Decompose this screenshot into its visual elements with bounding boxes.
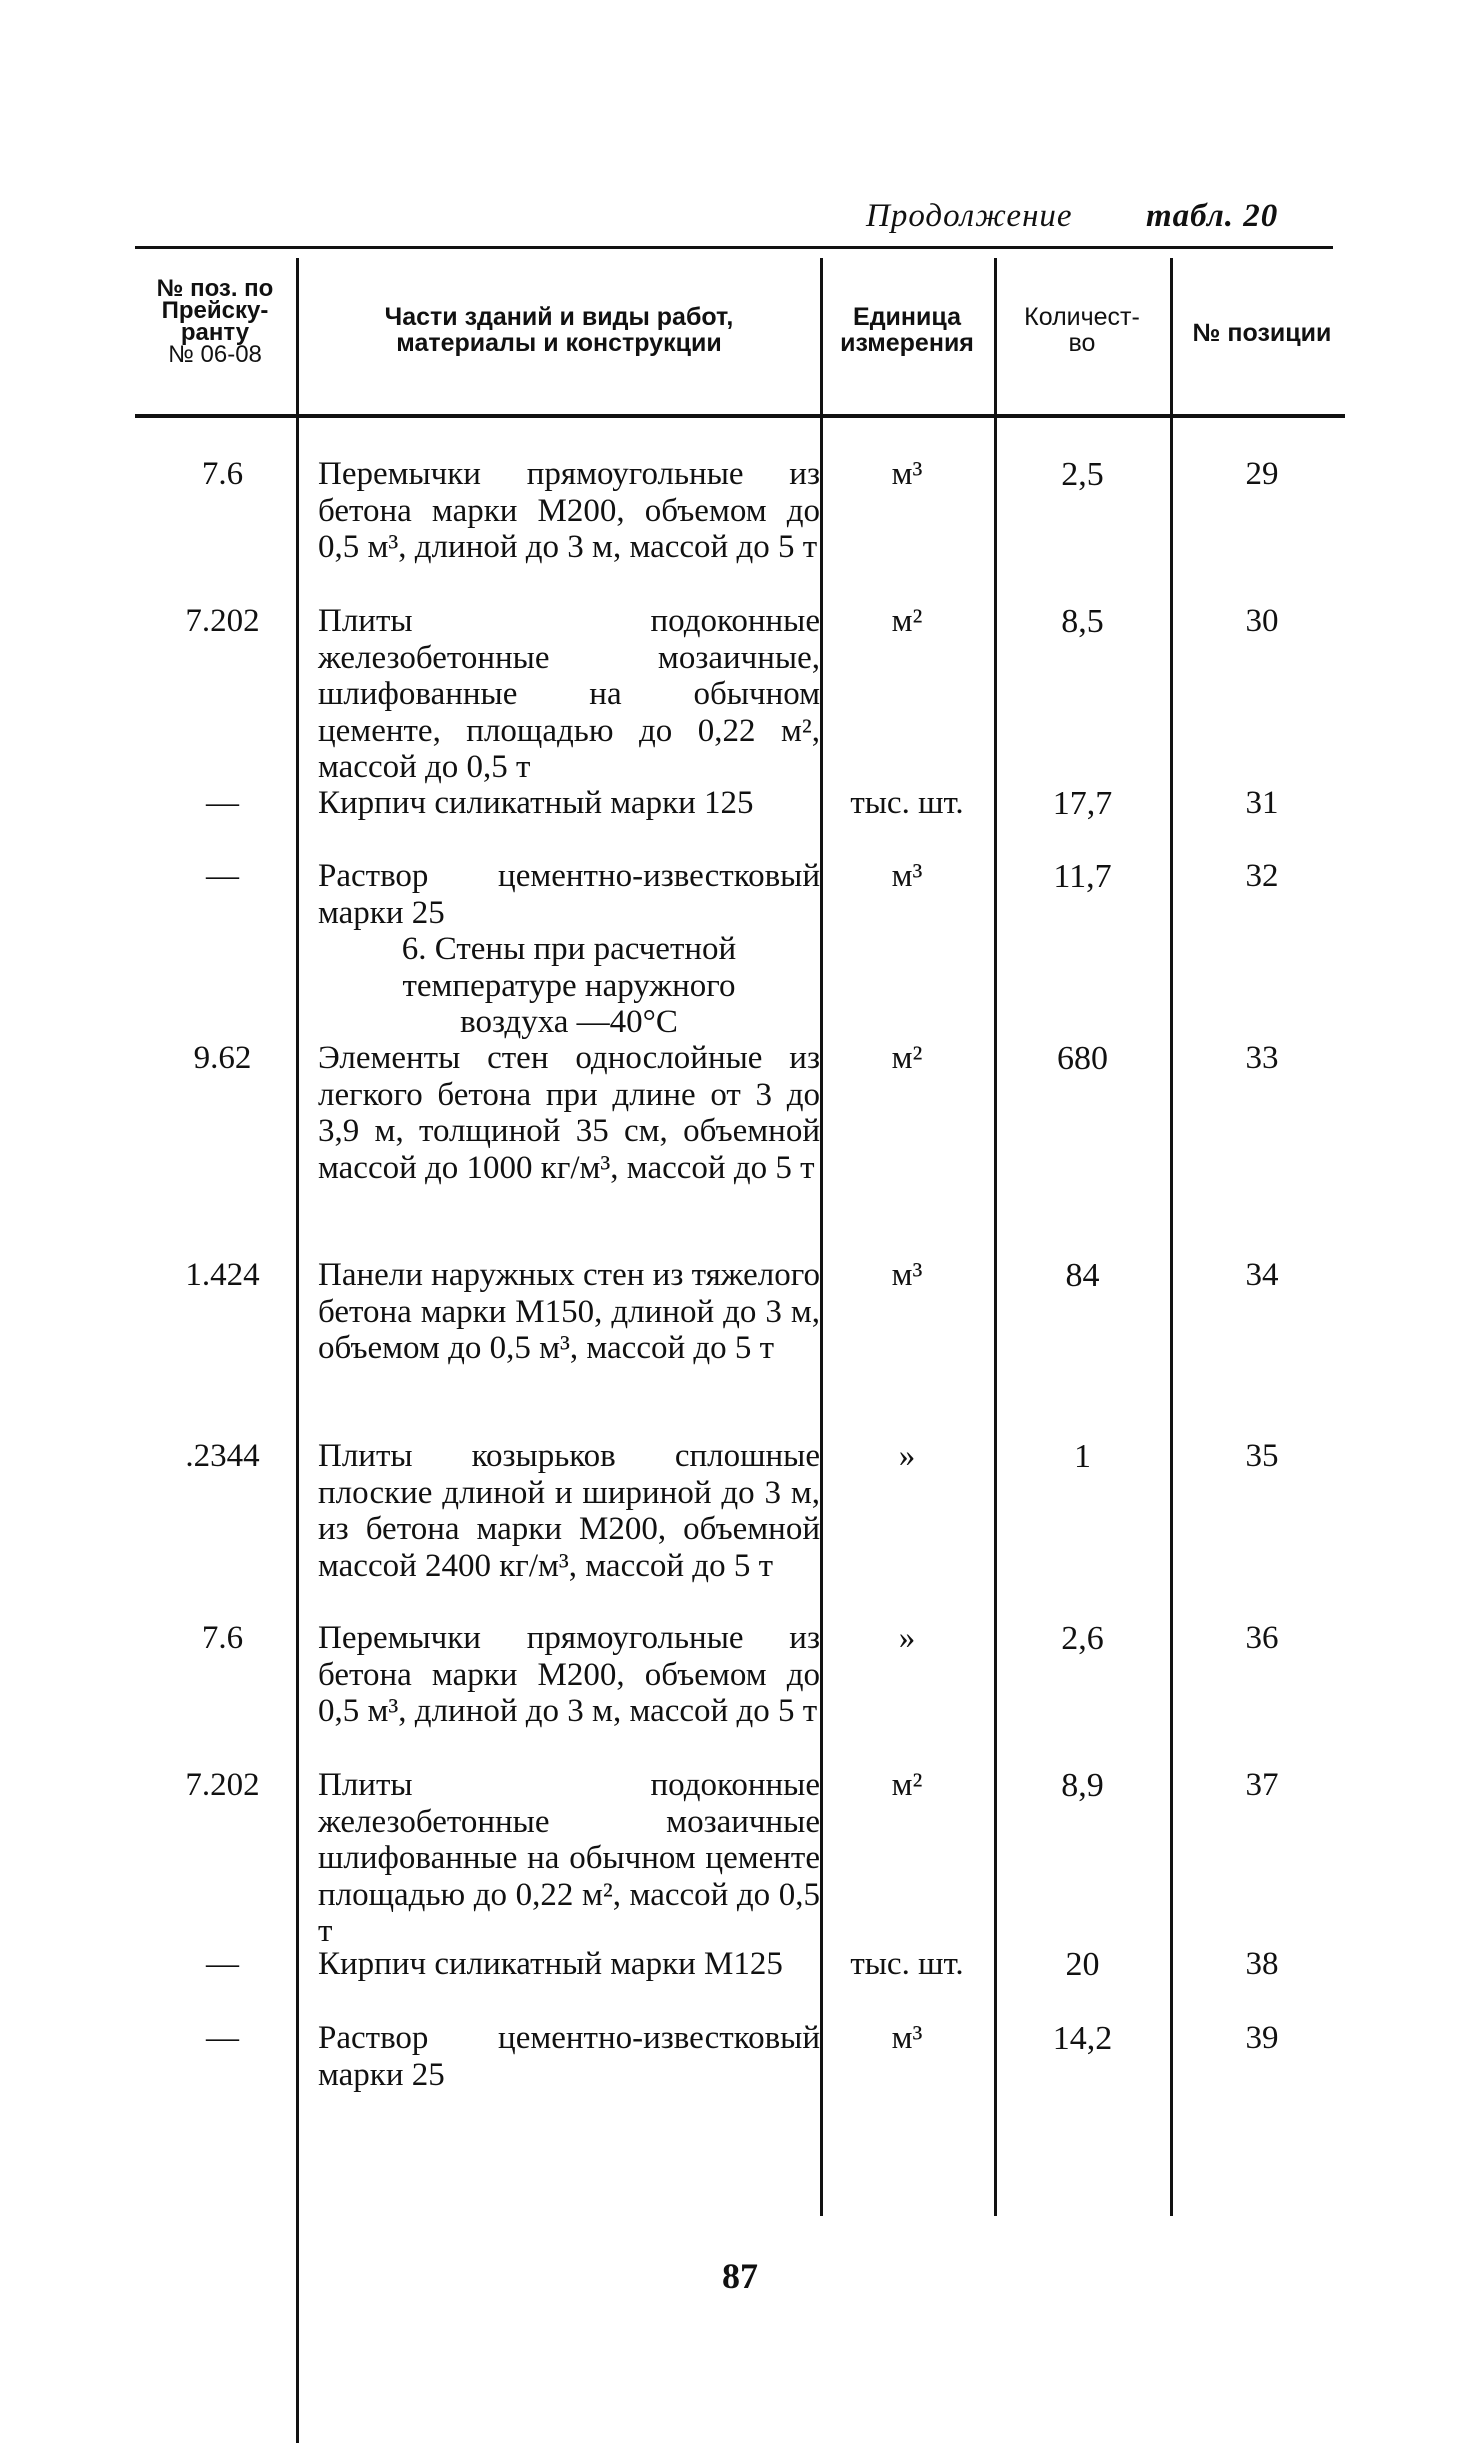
row-pos: 1.424 — [185, 1257, 260, 1293]
row-position-number: 37 — [1245, 1767, 1279, 1803]
row-position-number: 39 — [1245, 2020, 1279, 2056]
row-position-number: 30 — [1245, 603, 1279, 639]
table-reference: табл. 20 — [1146, 198, 1279, 234]
row-pos: — — [206, 2020, 239, 2056]
row-description: Кирпич силикатный марки М125 — [318, 1946, 783, 1982]
row-pos: 7.6 — [201, 456, 244, 492]
row-description: Перемычки прямоугольные из бетона марки М200, объемом до 0,5 м³, длиной до 3 м, массой до 5 т — [318, 1620, 820, 1730]
row-pos: — — [206, 785, 239, 821]
row-position-number: 34 — [1245, 1257, 1279, 1293]
row-quantity: 20 — [1065, 1946, 1100, 1983]
row-quantity: 2,5 — [1061, 456, 1104, 493]
row-quantity: 680 — [1057, 1040, 1108, 1077]
row-position-number: 38 — [1245, 1946, 1279, 1982]
page-number: 87 — [722, 2256, 758, 2296]
row-quantity: 2,6 — [1061, 1620, 1104, 1657]
row-pos: 7.202 — [185, 1767, 260, 1803]
row-quantity: 8,9 — [1061, 1767, 1104, 1804]
row-position-number: 33 — [1245, 1040, 1279, 1076]
row-position-number: 32 — [1245, 858, 1279, 894]
row-position-number: 35 — [1245, 1438, 1279, 1474]
row-unit: м³ — [891, 2020, 923, 2056]
row-quantity: 84 — [1065, 1257, 1100, 1294]
row-quantity: 8,5 — [1061, 603, 1104, 640]
continuation-header — [866, 198, 1306, 235]
row-unit: » — [898, 1438, 916, 1474]
row-unit: » — [898, 1620, 916, 1656]
row-description: Кирпич силикатный марки 125 — [318, 785, 754, 821]
header-description: Части зданий и виды работ, материалы и конструкции — [384, 303, 734, 357]
row-pos: .2344 — [185, 1438, 260, 1474]
row-description: Плиты подоконные железобетонные мозаичные, шлифованные на обычном цементе, площадью до 0,22 м², массой до 0,5 т — [318, 603, 820, 786]
row-pos: 7.6 — [201, 1620, 244, 1656]
header-pos: № поз. по Прейску- ранту № 06-08 — [156, 275, 274, 368]
row-unit: м² — [891, 1767, 923, 1803]
header-quantity: Количест- во — [1024, 303, 1140, 357]
row-position-number: 31 — [1245, 785, 1279, 821]
row-unit: м³ — [891, 858, 923, 894]
row-unit: тыс. шт. — [850, 785, 964, 821]
row-position-number: 29 — [1245, 456, 1279, 492]
row-quantity: 14,2 — [1052, 2020, 1113, 2057]
row-quantity: 1 — [1074, 1438, 1091, 1475]
column-divider-1 — [296, 258, 299, 2443]
row-pos: — — [206, 1946, 239, 1982]
table-top-rule — [135, 246, 1333, 249]
row-quantity: 11,7 — [1053, 858, 1112, 895]
row-unit: м³ — [891, 1257, 923, 1293]
row-unit: тыс. шт. — [850, 1946, 964, 1982]
row-description: Элементы стен однослойные из легкого бетона при длине от 3 до 3,9 м, толщиной 35 см, объемной массой до 1000 кг/м³, массой до 5 т — [318, 1040, 820, 1186]
row-quantity: 17,7 — [1052, 785, 1113, 822]
row-description: Раствор цементно-известковый марки 25 — [318, 2020, 820, 2093]
row-description: Плиты козырьков сплошные плоские длиной и шириной до 3 м, из бетона марки М200, объемной массой 2400 кг/м³, массой до 5 т — [318, 1438, 820, 1584]
row-unit: м² — [891, 603, 923, 639]
continuation-label: Продолжение — [866, 198, 1073, 234]
row-pos: 9.62 — [193, 1040, 252, 1076]
row-pos: — — [206, 858, 239, 894]
header-bottom-rule — [135, 414, 1345, 418]
column-divider-4 — [1170, 258, 1173, 2216]
column-divider-2 — [820, 258, 823, 2216]
header-unit: Единица измерения — [840, 303, 974, 357]
row-description: Панели наружных стен из тяжелого бетона марки М150, длиной до 3 м, объемом до 0,5 м³, массой до 5 т — [318, 1257, 820, 1367]
row-description: Перемычки прямоугольные из бетона марки М200, объемом до 0,5 м³, длиной до 3 м, массой до 5 т — [318, 456, 820, 566]
row-unit: м² — [891, 1040, 923, 1076]
column-divider-3 — [994, 258, 997, 2216]
row-pos: 7.202 — [185, 603, 260, 639]
row-position-number: 36 — [1245, 1620, 1279, 1656]
row-unit: м³ — [891, 456, 923, 492]
header-position-number: № позиции — [1192, 319, 1332, 347]
row-description: Плиты подоконные железобетонные мозаичные шлифованные на обычном цементе площадью до 0,22 м², массой до 0,5 т — [318, 1767, 820, 1950]
row-description: Раствор цементно-известковый марки 25 — [318, 858, 820, 931]
section-title: 6. Стены при расчетной температуре наружного воздуха —40°С — [401, 931, 737, 1041]
